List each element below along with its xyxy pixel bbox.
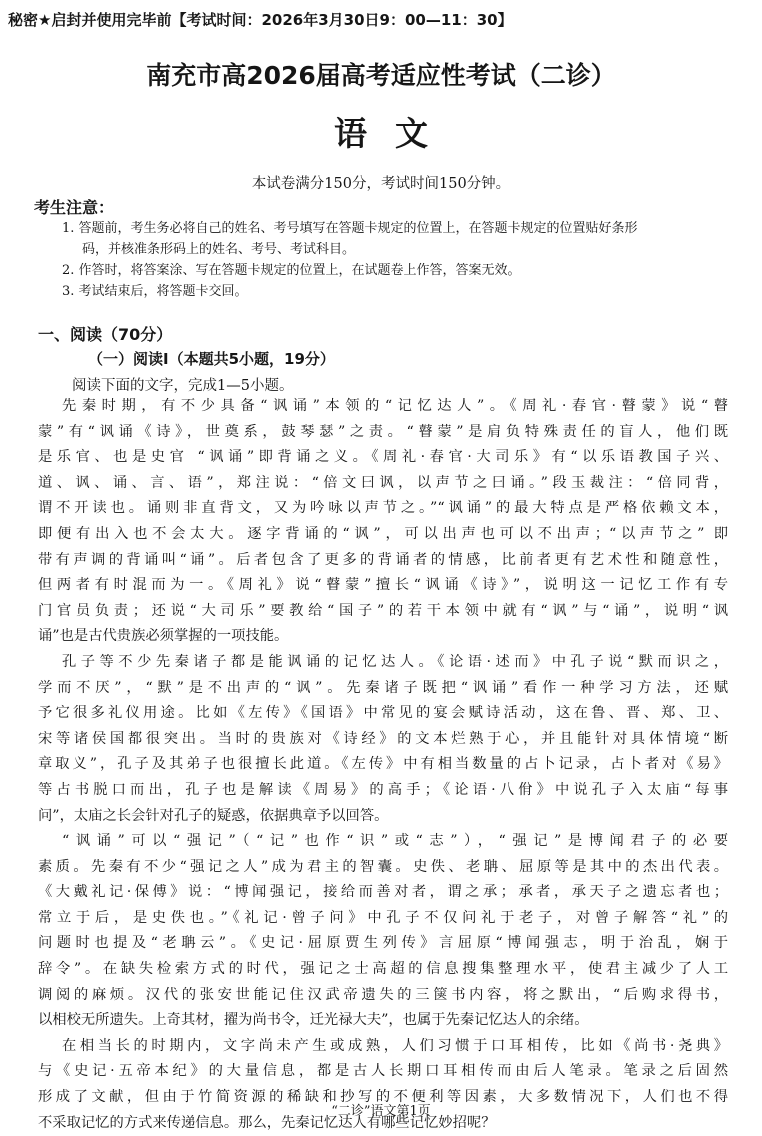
passage-line: 诵”也是古代贵族必须掌握的一项技能。 bbox=[38, 628, 289, 645]
passage-line: 形成了文献，但由于竹简资源的稀缺和抄写的不便利等因素，大多数情况下，人们也不得 bbox=[38, 1089, 728, 1106]
passage-line: 《大戴礼记·保傅》说：“博闻强记，接给而善对者，谓之承；承者，承天子之遗忘者也； bbox=[38, 884, 728, 901]
notice-item: 码，并核准条形码上的姓名、考号、考试科目。 bbox=[82, 242, 356, 257]
notice-item: 2. 作答时，将答案涂、写在答题卡规定的位置上，在试题卷上作答，答案无效。 bbox=[62, 263, 521, 278]
passage-line: 予它很多礼仪用途。比如《左传》《国语》中常见的宴会赋诗活动，这在鲁、晋、郑、卫、 bbox=[38, 705, 728, 722]
passage-line: 但两者有时混而为一。《周礼》说“瞽蒙”擅长“讽诵《诗》”，说明这一记忆工作有专 bbox=[38, 577, 728, 594]
section-title: 一、阅读（70分） bbox=[38, 325, 173, 344]
exam-info: 本试卷满分150分，考试时间150分钟。 bbox=[251, 176, 511, 192]
confidential-header: 秘密★启封并使用完毕前【考试时间：2026年3月30日9：00—11：30】 bbox=[8, 11, 513, 29]
passage-line: 道、讽、诵、言、语”，郑注说：“倍文曰讽，以声节之曰诵。”段玉裁注：“倍同背， bbox=[38, 474, 728, 491]
exam-title: 南充市高2026届高考适应性考试（二诊） bbox=[146, 61, 616, 90]
passage-line: 与《史记·五帝本纪》的大量信息，都是古人长期口耳相传而由后人笔录。笔录之后固然 bbox=[38, 1063, 728, 1080]
passage bbox=[38, 394, 728, 1136]
passage-line: 学而不厌”，“默”是不出声的“讽”。先秦诸子既把“讽诵”看作一种学习方法，还赋 bbox=[38, 679, 728, 696]
passage-line: 辞令”。在缺失检索方式的时代，强记之士高超的信息搜集整理水平，使君主减少了人工 bbox=[38, 961, 728, 978]
passage-line: 素质。先秦有不少“强记之人”成为君主的智囊。史佚、老聃、屈原等是其中的杰出代表。 bbox=[38, 858, 728, 875]
passage-line: 孔子等不少先秦诸子都是能讽诵的记忆达人。《论语·述而》中孔子说“默而识之， bbox=[62, 653, 728, 670]
passage-line: 问”，太庙之长会针对孔子的疑惑，依据典章予以回答。 bbox=[38, 807, 389, 824]
passage-line: 带有声调的背诵叫“诵”。后者包含了更多的背诵者的情感，比前者更有艺术性和随意性， bbox=[38, 551, 728, 568]
instruction: 阅读下面的文字，完成1—5小题。 bbox=[72, 378, 294, 394]
passage-line: 宋等诸侯国都很突出。当时的贵族对《诗经》的文本烂熟于心，并且能针对具体情境“断 bbox=[38, 730, 728, 747]
passage-line: 不采取记忆的方式来传递信息。那么，先秦记忆达人有哪些记忆妙招呢？ bbox=[38, 1114, 496, 1131]
page-footer: “二诊”语文第1页 bbox=[331, 1104, 431, 1119]
passage-line: 章取义”，孔子及其弟子也很擅长此道。《左传》中有相当数量的占卜记录，占卜者对《易》 bbox=[38, 756, 728, 773]
notice-heading: 考生注意： bbox=[34, 198, 115, 217]
passage-line: 以相校无所遗失。上奇其材，擢为尚书令，迁光禄大夫”，也属于先秦记忆达人的余绪。 bbox=[38, 1012, 589, 1029]
passage-line: 先秦时期，有不少具备“讽诵”本领的“记忆达人”。《周礼·春官·瞽蒙》说“瞽 bbox=[62, 398, 728, 414]
subsection-title: （一）阅读Ⅰ（本题共5小题，19分） bbox=[88, 350, 335, 368]
passage-line: “讽诵”可以“强记”（“记”也作“识”或“志”），“强记”是博闻君子的必要 bbox=[62, 833, 728, 850]
passage-line: 常立于后，是史佚也。”《礼记·曾子问》中孔子不仅问礼于老子，对曾子解答“礼”的 bbox=[38, 909, 728, 926]
subject-title: 语文 bbox=[334, 114, 456, 153]
passage-line: 门官员负责；还说“大司乐”要教给“国子”的若干本领中就有“讽”与“诵”，说明“讽 bbox=[38, 602, 728, 619]
passage-line: 蒙”有“讽诵《诗》，世奠系，鼓琴瑟”之责。“瞽蒙”是肩负特殊责任的盲人，他们既 bbox=[38, 423, 728, 440]
passage-line: 即便有出入也不会太大。逐字背诵的“讽”，可以出声也可以不出声；“以声节之” 即 bbox=[38, 525, 728, 542]
passage-line: 是乐官、也是史官 “讽诵”即背诵之义。《周礼·春官·大司乐》有“以乐语教国子兴、 bbox=[38, 449, 728, 466]
passage-line: 调阅的麻烦。汉代的张安世能记住汉武帝遗失的三箧书内容，将之默出，“后购求得书， bbox=[38, 986, 728, 1003]
notice-item: 3. 考试结束后，将答题卡交回。 bbox=[62, 284, 248, 299]
passage-line: 等占书脱口而出，孔子也是解读《周易》的高手；《论语·八佾》中说孔子入太庙“每事 bbox=[38, 781, 728, 798]
notice-list bbox=[62, 218, 722, 302]
passage-line: 在相当长的时期内，文字尚未产生或成熟，人们习惯于口耳相传，比如《尚书·尧典》 bbox=[62, 1037, 728, 1054]
passage-line: 谓不开读也。诵则非直背文，又为吟咏以声节之。”“讽诵”的最大特点是严格依赖文本， bbox=[38, 500, 728, 517]
notice-item: 1. 答题前，考生务必将自己的姓名、考号填写在答题卡规定的位置上，在答题卡规定的位置贴好条形 bbox=[62, 221, 638, 236]
passage-line: 问题时也提及“老聃云”。《史记·屈原贾生列传》言屈原“博闻强志，明于治乱，娴于 bbox=[38, 935, 728, 952]
